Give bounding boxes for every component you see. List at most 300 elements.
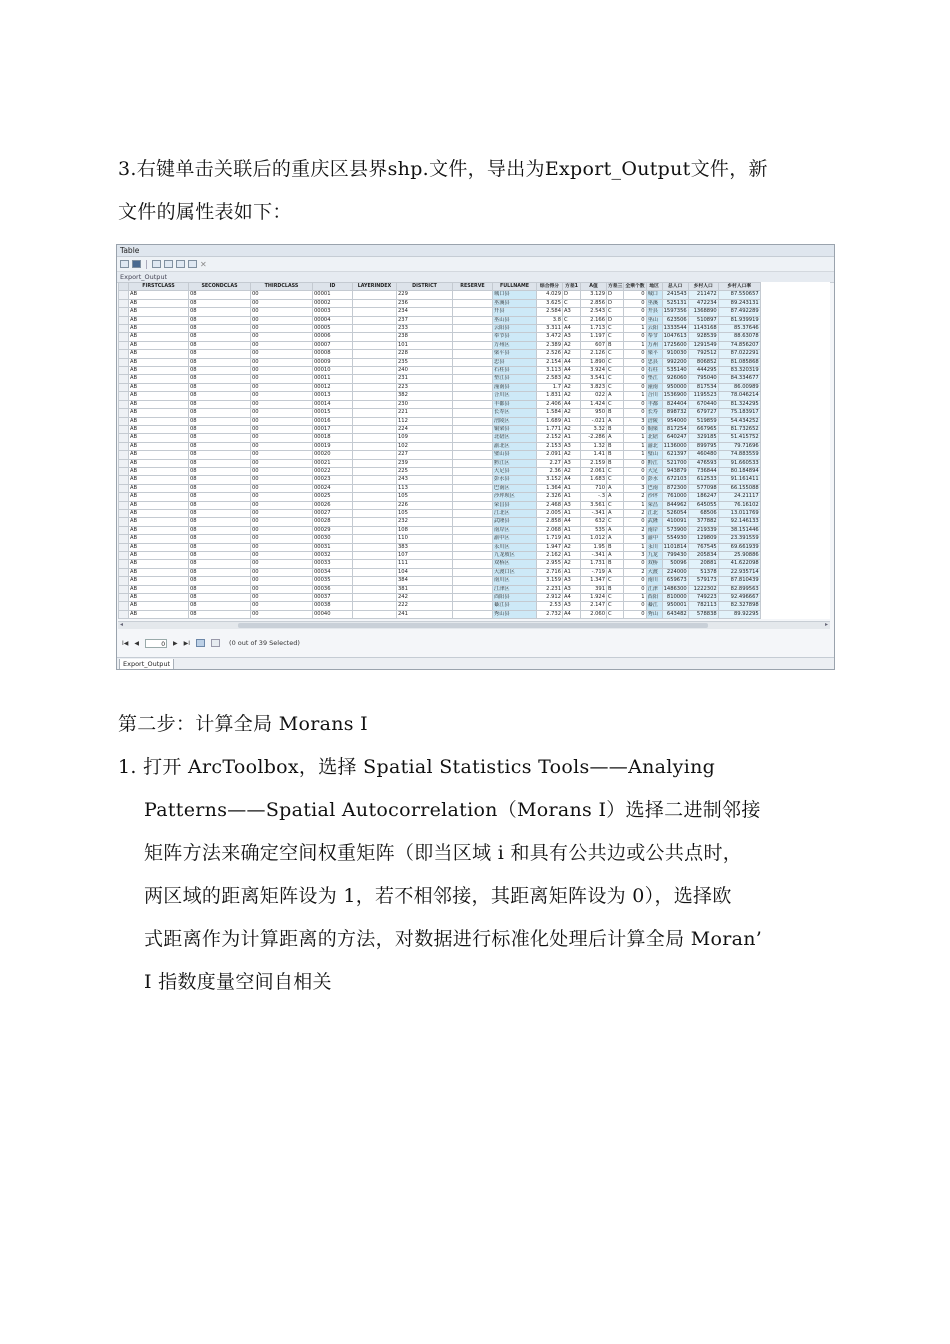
row-selector[interactable] [119,367,129,375]
row-selector[interactable] [119,568,129,576]
table-row[interactable] [119,535,761,543]
table-cell: A [607,493,624,501]
column-header[interactable]: DISTRICT [397,283,453,291]
table-row[interactable] [119,316,761,324]
table-cell: 82.899563 [718,585,760,593]
table-cell: AB [129,560,189,568]
table-row[interactable] [119,602,761,610]
table-cell: 2.153 [537,442,563,450]
table-cell: 670440 [688,400,718,408]
table-cell: 241543 [662,291,688,299]
table-cell: AB [129,358,189,366]
table-cell: 渝北 [646,442,662,450]
table-options-icon[interactable] [120,260,129,268]
row-selector[interactable] [119,560,129,568]
row-selector[interactable] [119,358,129,366]
table-cell: 00 [251,291,313,299]
table-cell [453,535,493,543]
row-selector[interactable] [119,375,129,383]
table-cell [453,291,493,299]
table-cell [353,383,397,391]
table-cell: A [607,535,624,543]
select-by-attributes-icon[interactable] [152,260,161,268]
attribute-grid[interactable] [118,282,830,619]
column-header[interactable]: FULLNAME [493,283,537,291]
table-cell: 241 [397,610,453,618]
column-header[interactable]: SECONDCLAS [189,283,251,291]
table-cell [453,577,493,585]
column-header[interactable]: 乡村人口 [688,283,718,291]
toolbar-separator [146,260,147,269]
table-cell: A [607,417,624,425]
table-row[interactable] [119,299,761,307]
table-cell [453,425,493,433]
row-selector[interactable] [119,493,129,501]
table-cell: 228 [397,350,453,358]
next-record-button[interactable]: ▶ [173,639,178,647]
table-cell: 08 [189,552,251,560]
table-cell: AB [129,459,189,467]
table-cell: 00 [251,585,313,593]
table-row[interactable] [119,451,761,459]
previous-record-button[interactable]: ◀ [134,639,140,647]
table-cell [353,451,397,459]
table-row[interactable] [119,350,761,358]
table-cell: 08 [189,459,251,467]
row-selector[interactable] [119,425,129,433]
table-cell [353,568,397,576]
table-cell: 2.326 [537,493,563,501]
row-selector[interactable] [119,291,129,299]
table-cell: 3.8 [537,316,563,324]
table-cell: C [607,610,624,618]
table-row[interactable] [119,526,761,534]
table-cell: 垫江 [646,375,662,383]
table-cell: 92.496667 [718,594,760,602]
record-number-field[interactable]: 0 [145,639,167,648]
row-selector[interactable] [119,577,129,585]
table-cell: 璧山 [646,451,662,459]
table-cell: 84.334677 [718,375,760,383]
table-cell: 梁平 [646,350,662,358]
row-selector[interactable] [119,325,129,333]
table-cell: 合川 [646,392,662,400]
table-cell: 08 [189,501,251,509]
table-row[interactable] [119,442,761,450]
table-row[interactable] [119,333,761,341]
show-all-records-icon[interactable] [196,639,205,647]
table-cell: AB [129,417,189,425]
row-selector[interactable] [119,552,129,560]
table-cell: A [607,392,624,400]
row-selector[interactable] [119,400,129,408]
table-cell: 08 [189,526,251,534]
table-cell: 2.36 [537,467,563,475]
table-cell [453,325,493,333]
table-cell: 2.543 [581,308,607,316]
selection-status: (0 out of 39 Selected) [229,639,300,647]
table-cell: 3.541 [581,375,607,383]
table-cell [353,442,397,450]
column-header[interactable]: A值 [581,283,607,291]
table-cell: 九龙坡区 [493,552,537,560]
table-cell: 2.856 [581,299,607,307]
table-row[interactable] [119,425,761,433]
row-selector[interactable] [119,484,129,492]
table-cell: 1368890 [688,308,718,316]
table-cell: 08 [189,316,251,324]
table-cell: 00 [251,367,313,375]
table-cell [353,358,397,366]
zoom-to-selected-icon[interactable] [188,260,197,268]
table-cell: 00026 [313,501,353,509]
table-row[interactable] [119,509,761,517]
table-row[interactable] [119,341,761,349]
table-cell: 沙坪坝区 [493,493,537,501]
table-row[interactable] [119,493,761,501]
row-selector[interactable] [119,341,129,349]
row-selector[interactable] [119,333,129,341]
table-cell: 2.005 [537,509,563,517]
table-cell: 110 [397,535,453,543]
table-cell: 25.90886 [718,552,760,560]
table-cell: 巫山县 [493,316,537,324]
table-row[interactable] [119,577,761,585]
related-tables-icon[interactable] [132,260,141,268]
tab-export-output[interactable]: Export_Output [119,659,174,670]
table-row[interactable] [119,568,761,576]
table-cell: -2.286 [581,434,607,442]
column-header[interactable]: ID [313,283,353,291]
table-cell: 1.7 [537,383,563,391]
table-cell: 酉阳 [646,594,662,602]
column-header[interactable]: FIRSTCLASS [129,283,189,291]
table-cell: AB [129,350,189,358]
table-cell: 1 [624,543,646,551]
table-cell: 0 [624,585,646,593]
table-cell: 68506 [688,509,718,517]
table-cell: 2.27 [537,459,563,467]
table-cell: 00021 [313,459,353,467]
table-cell: 00 [251,308,313,316]
table-cell [453,442,493,450]
table-cell: 899795 [688,442,718,450]
table-cell: 九龙 [646,552,662,560]
table-row[interactable] [119,392,761,400]
table-row[interactable] [119,409,761,417]
table-row[interactable] [119,459,761,467]
table-cell: AB [129,602,189,610]
table-cell [353,509,397,517]
row-selector[interactable] [119,442,129,450]
switch-selection-icon[interactable] [164,260,173,268]
table-cell: 86.00989 [718,383,760,391]
table-cell: 璧山县 [493,451,537,459]
attribute-table [118,282,761,619]
row-selector[interactable] [119,526,129,534]
row-selector[interactable] [119,501,129,509]
scrollbar-thumb[interactable] [238,623,708,628]
table-cell: 08 [189,308,251,316]
table-cell: 384 [397,577,453,585]
table-row[interactable] [119,467,761,475]
table-cell: 1.689 [537,417,563,425]
table-cell: 0 [624,400,646,408]
table-row[interactable] [119,610,761,618]
row-selector[interactable] [119,585,129,593]
column-header[interactable]: 乡村人口率 [718,283,760,291]
column-header[interactable]: 全乘个数 [625,284,645,289]
table-row[interactable] [119,484,761,492]
column-header[interactable]: 方差三 [608,284,623,289]
table-cell: 41.622098 [718,560,760,568]
column-header[interactable]: RESERVE [453,283,493,291]
table-cell: 大足 [646,467,662,475]
table-cell: 2.162 [537,552,563,560]
table-cell: 08 [189,594,251,602]
table-cell: 74.883559 [718,451,760,459]
table-cell [353,518,397,526]
table-cell: 0 [624,602,646,610]
table-cell: 1.924 [581,594,607,602]
table-cell: 410091 [662,518,688,526]
table-row[interactable] [119,434,761,442]
table-cell: -.341 [581,509,607,517]
step2-heading-block [118,703,838,746]
table-cell: 08 [189,383,251,391]
table-cell: 54.434252 [718,417,760,425]
table-cell: 江北 [646,509,662,517]
table-cell: 89.92295 [718,610,760,618]
table-cell [453,350,493,358]
column-header[interactable]: 综合得分 [537,283,563,291]
table-cell: 761000 [662,493,688,501]
table-cell: 00005 [313,325,353,333]
table-row[interactable] [119,552,761,560]
row-selector[interactable] [119,383,129,391]
table-cell: A2 [563,451,581,459]
column-header[interactable]: 地区 [646,283,662,291]
scroll-right-icon[interactable]: ▸ [824,621,828,628]
table-row[interactable] [119,358,761,366]
table-row[interactable] [119,476,761,484]
table-row[interactable] [119,543,761,551]
table-row[interactable] [119,308,761,316]
table-cell: AB [129,333,189,341]
table-cell: C [607,602,624,610]
row-selector[interactable] [119,602,129,610]
table-cell: 521700 [662,459,688,467]
table-cell [353,350,397,358]
table-cell: 08 [189,392,251,400]
row-selector[interactable] [119,518,129,526]
table-cell [453,417,493,425]
row-selector[interactable] [119,350,129,358]
table-cell: 51.415752 [718,434,760,442]
row-selector[interactable] [119,299,129,307]
table-cell: 824404 [662,400,688,408]
table-cell: 111 [397,560,453,568]
row-selector[interactable] [119,451,129,459]
table-cell: 22.935714 [718,568,760,576]
row-selector[interactable] [119,535,129,543]
column-header[interactable]: LAYERINDEX [353,283,397,291]
table-cell: 2.732 [537,610,563,618]
table-row[interactable] [119,367,761,375]
table-cell: 00025 [313,493,353,501]
table-cell: C [607,367,624,375]
table-cell: A2 [563,350,581,358]
table-row[interactable] [119,417,761,425]
table-row[interactable] [119,594,761,602]
row-selector[interactable] [119,543,129,551]
table-cell: 00 [251,518,313,526]
clear-selection-icon[interactable] [176,260,185,268]
column-header[interactable]: 总人口 [662,283,688,291]
table-cell: 00 [251,333,313,341]
row-selector[interactable] [119,434,129,442]
table-cell: 782113 [688,602,718,610]
row-selector[interactable] [119,594,129,602]
table-cell [353,425,397,433]
table-cell: 3 [624,484,646,492]
row-selector[interactable] [119,409,129,417]
table-cell: 00 [251,434,313,442]
table-cell [453,451,493,459]
table-cell: 235 [397,358,453,366]
row-selector[interactable] [119,417,129,425]
row-selector[interactable] [119,476,129,484]
table-cell: 578838 [688,610,718,618]
table-cell: D [607,299,624,307]
table-cell: 00 [251,552,313,560]
table-cell [453,467,493,475]
table-row[interactable] [119,400,761,408]
row-selector[interactable] [119,316,129,324]
table-cell [353,501,397,509]
table-cell: A1 [563,417,581,425]
table-cell: 00 [251,442,313,450]
table-cell [453,602,493,610]
table-cell [353,526,397,534]
table-cell: 109 [397,434,453,442]
column-header[interactable]: 方差1 [563,283,581,291]
table-cell: 00031 [313,543,353,551]
table-cell: 00006 [313,333,353,341]
table-cell: 巫溪 [646,299,662,307]
table-cell: 51378 [688,568,718,576]
row-selector[interactable] [119,459,129,467]
table-cell: 2.955 [537,560,563,568]
show-selected-records-icon[interactable] [211,639,220,647]
table-cell: 1.41 [581,451,607,459]
table-cell: 3.823 [581,383,607,391]
table-cell: 彭水县 [493,476,537,484]
table-cell: 2.166 [581,316,607,324]
table-cell: 00027 [313,509,353,517]
table-cell: 75.183917 [718,409,760,417]
table-cell: 2.231 [537,585,563,593]
table-cell: 0 [624,316,646,324]
table-cell: 涪陵 [646,417,662,425]
table-cell: 00 [251,375,313,383]
table-cell [353,535,397,543]
row-selector[interactable] [119,610,129,618]
delete-selected-icon[interactable]: ✕ [200,259,207,269]
table-cell: 81.939919 [718,316,760,324]
row-selector[interactable] [119,392,129,400]
table-cell: 3.472 [537,333,563,341]
table-cell: 2.468 [537,501,563,509]
table-row[interactable] [119,501,761,509]
table-cell: 519859 [688,417,718,425]
table-cell: 233 [397,325,453,333]
table-cell: 00032 [313,552,353,560]
column-header[interactable]: THIRDCLASS [251,283,313,291]
table-cell: 江北区 [493,509,537,517]
table-row[interactable] [119,560,761,568]
table-cell: 1597356 [663,308,687,315]
table-cell: 24.21117 [718,493,760,501]
table-cell: 00001 [313,291,353,299]
table-row[interactable] [119,375,761,383]
last-record-button[interactable]: ▶I [183,639,191,647]
table-cell: A2 [563,467,581,475]
table-cell: 渝中区 [493,535,537,543]
table-cell: 00022 [313,467,353,475]
table-toolbar [117,257,834,272]
row-selector[interactable] [119,308,129,316]
table-cell: B [607,543,624,551]
table-cell: D [607,291,624,299]
table-cell: 736844 [688,467,718,475]
table-cell: 792512 [688,350,718,358]
table-cell: 渝北区 [493,442,537,450]
table-row[interactable] [119,518,761,526]
table-cell: 81.324295 [718,400,760,408]
table-cell: 08 [189,375,251,383]
horizontal-scrollbar[interactable] [118,621,830,629]
table-cell: AB [129,467,189,475]
table-cell: 巴南 [646,484,662,492]
table-cell: 1047613 [663,333,687,340]
table-cell [353,467,397,475]
table-cell: 81.732652 [718,425,760,433]
table-cell: AB [129,501,189,509]
first-record-button[interactable]: I◀ [122,639,129,647]
table-cell: C [607,333,624,341]
table-cell: 开县 [493,308,537,316]
table-row[interactable] [119,325,761,333]
scroll-left-icon[interactable]: ◂ [120,621,124,628]
table-cell: A [607,484,624,492]
table-cell: 08 [189,484,251,492]
table-cell: 00 [251,543,313,551]
table-row[interactable] [119,585,761,593]
table-cell [453,518,493,526]
row-selector-header[interactable] [119,283,129,291]
table-cell: 1.347 [581,577,607,585]
table-cell: 0 [624,459,646,467]
row-selector[interactable] [119,509,129,517]
table-row[interactable] [119,291,761,299]
row-selector[interactable] [119,467,129,475]
table-cell: A2 [563,543,581,551]
table-cell: AB [129,543,189,551]
table-cell: AB [129,526,189,534]
table-row[interactable] [119,383,761,391]
step2-item-line-5: 式距离作为计算距离的方法，对数据进行标准化处理后计算全局 Moran’ [144,928,763,950]
